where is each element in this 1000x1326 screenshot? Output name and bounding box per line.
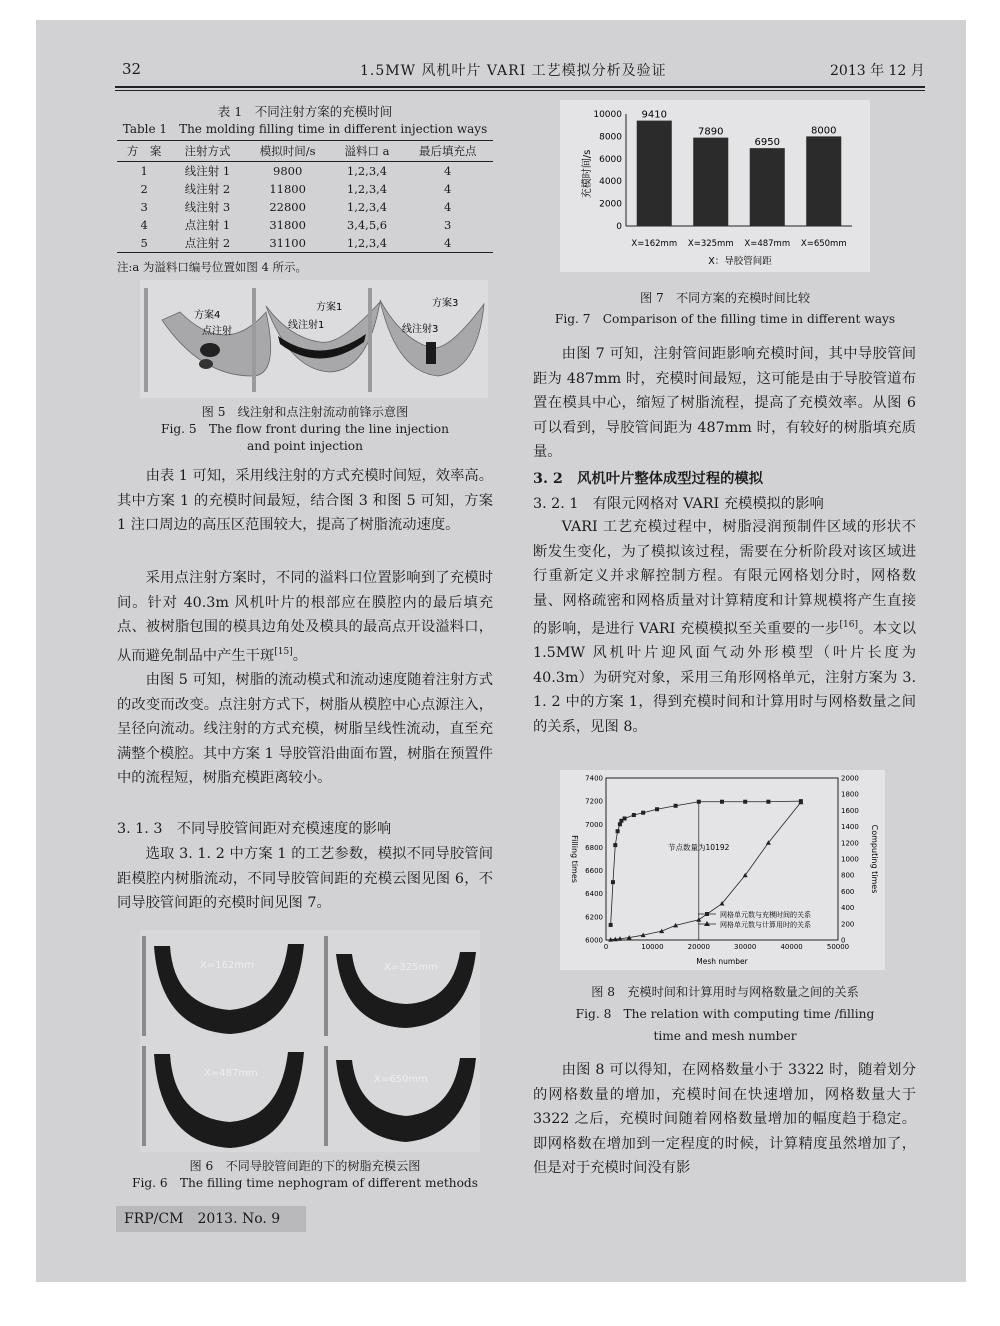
y-tick-label: 7400: [585, 774, 603, 783]
x-category-label: X=487mm: [744, 239, 791, 249]
y-tick-label: 1200: [841, 839, 859, 848]
color-scale: [144, 288, 148, 392]
y-tick-label: 1600: [841, 806, 859, 815]
y-tick-label: 400: [841, 904, 855, 913]
table-cell: 1,2,3,4: [346, 164, 388, 178]
right-paragraph-2-end: 。本文以 1.5MW 风机叶片迎风面气动外形模型（叶片长度为 40.3m）为研究对象，采用三角形网格单元，注射方案为 3. 1. 2 中的方案 1，得到充模时间和计算用时与网格数量之间的关系，见图 8。: [533, 620, 917, 735]
table1: [117, 140, 493, 253]
fig7-caption-en: Fig. 7 Comparison of the filling time in different ways: [554, 312, 896, 326]
right-y-axis-label: Computing times: [870, 824, 879, 894]
color-scale: [142, 936, 146, 1036]
data-point: [674, 804, 678, 808]
table1-col-header: 注射方式: [171, 141, 243, 162]
fig8-caption-cn: 图 8 充模时间和计算用时与网格数量之间的关系: [591, 985, 859, 999]
right-paragraph-2: [533, 515, 916, 739]
left-paragraph-4: 选取 3. 1. 2 中方案 1 的工艺参数，模拟不同导胶管间距模腔内树脂流动，不同导胶管间距的充模云图见图 6，不同导胶管间距的充模时间见图 7。: [117, 846, 493, 911]
fig5-caption-cn: 图 5 线注射和点注射流动前锋示意图: [201, 405, 409, 419]
data-point: [613, 843, 617, 847]
fig6-label: X=487mm: [204, 1068, 258, 1079]
fig5-label: 线注射3: [402, 324, 439, 335]
table-cell: 1,2,3,4: [346, 182, 388, 196]
section-3-2-1-heading: 3. 2. 1 有限元网格对 VARI 充模模拟的影响: [533, 496, 824, 512]
fig5-label: 方案4: [194, 310, 221, 321]
data-point: [720, 800, 724, 804]
table-cell: 9800: [273, 164, 303, 178]
table-cell: 3: [140, 200, 148, 214]
table-cell: 31800: [269, 218, 306, 232]
right-paragraph-3: 由图 8 可以得知，在网格数量小于 3322 时，随着划分的网格数量的增加，充模时间在快速增加，网格数量大于 3322 之后，充模时间随着网格数量增加的幅度趋于稳定。即网格数在增加到一定程度的时候，计算精度虽然增加了，但是对于充模时间没有影: [533, 1062, 916, 1176]
data-point: [618, 822, 622, 826]
fig7-bar-chart: [560, 100, 870, 272]
table-row: [117, 180, 493, 198]
color-scale: [324, 1046, 328, 1146]
y-tick-label: 1400: [841, 823, 859, 832]
data-point: [611, 880, 615, 884]
fig5-flow-front-image: [140, 280, 488, 398]
fig6-label: X=650mm: [374, 1074, 428, 1085]
bar-data-label: 6950: [754, 137, 780, 149]
legend-entry: 网格单元数与充模时间的关系: [720, 911, 811, 919]
y-tick-label: 8000: [599, 132, 622, 143]
table-cell: 3,4,5,6: [346, 218, 388, 232]
data-point: [632, 813, 636, 817]
data-point: [641, 811, 645, 815]
fig6-label: X=162mm: [200, 960, 254, 971]
section-3-2-heading: 3. 2 风机叶片整体成型过程的模拟: [533, 471, 764, 487]
right-paragraph-2-text: VARI 工艺充模过程中，树脂浸润预制件区域的形状不断发生变化，为了模拟该过程，需要在分析阶段对该区域进行重新定义并求解控制方程。有限元网格划分时，网格数量、网格疏密和网格质量对计算精度和计算规模将产生直接的影响，是进行 VARI 充模模拟至关重要的一步: [533, 519, 916, 637]
table-cell: 3: [444, 218, 452, 232]
legend-entry: 网格单元数与计算用时的关系: [720, 921, 811, 929]
table-cell: 22800: [269, 200, 306, 214]
fig6-label: X=325mm: [384, 962, 438, 973]
bar-data-label: 7890: [698, 126, 724, 138]
y-tick-label: 6400: [585, 890, 603, 899]
y-tick-label: 10000: [593, 110, 622, 120]
table-cell: 11800: [269, 182, 306, 196]
y-tick-label: 6600: [585, 867, 603, 876]
table-cell: 2: [140, 182, 148, 196]
y-tick-label: 6000: [599, 154, 622, 165]
x-tick-label: 30000: [734, 943, 757, 951]
y-tick-label: 1800: [841, 790, 859, 799]
x-category-label: X=325mm: [687, 239, 734, 249]
bar: [806, 136, 841, 226]
table-cell: 1: [140, 164, 148, 178]
table1-col-header: 溢料口 a: [332, 141, 403, 162]
fig5-caption-en-2: and point injection: [247, 439, 363, 453]
data-point: [623, 817, 627, 821]
citation-16: [16]: [839, 620, 859, 630]
left-paragraph-1: 由表 1 可知，采用线注射的方式充模时间短，效率高。其中方案 1 的充模时间最短，结合图 3 和图 5 可知，方案 1 注口周边的高压区范围较大，提高了树脂流动速度。: [117, 468, 493, 533]
data-point: [766, 800, 770, 804]
table1-title-en: Table 1 The molding filling time in different injection ways: [122, 122, 488, 136]
table1-col-header: 最后填充点: [402, 141, 493, 162]
y-tick-label: 0: [616, 222, 622, 232]
table-cell: 4: [444, 164, 452, 178]
left-y-axis-label: Filling times: [570, 835, 579, 883]
bar: [637, 121, 672, 226]
y-tick-label: 7000: [585, 820, 603, 829]
table1-col-header: 模拟时间/s: [244, 141, 332, 162]
fig8-caption-en-2: time and mesh number: [653, 1029, 797, 1043]
x-category-label: X=650mm: [800, 239, 847, 249]
table-cell: 线注射 1: [184, 164, 231, 178]
fig5-label: 方案1: [316, 302, 343, 313]
journal-footer: FRP/CM 2013. No. 9: [116, 1206, 306, 1232]
square-marker-icon: [705, 912, 709, 916]
table-row: [117, 198, 493, 216]
data-point: [697, 800, 701, 804]
bar: [750, 148, 785, 226]
table-cell: 线注射 2: [184, 182, 231, 196]
table-cell: 1,2,3,4: [332, 234, 403, 253]
table1-title-cn: 表 1 不同注射方案的充模时间: [217, 104, 393, 119]
y-tick-label: 800: [841, 871, 855, 880]
data-point: [743, 800, 747, 804]
x-axis-label: X：导胶管间距: [708, 256, 772, 267]
fig8-caption-en: Fig. 8 The relation with computing time /filling: [575, 1007, 875, 1021]
fig5-label: 点注射: [202, 326, 232, 337]
y-tick-label: 0: [841, 936, 846, 945]
fig7-caption-cn: 图 7 不同方案的充模时间比较: [639, 291, 811, 305]
left-paragraph-3: 由图 5 可知，树脂的流动模式和流动速度随着注射方式的改变而改变。点注射方式下，树脂从模腔中心点源注入，呈径向流动。线注射的方式充模，树脂呈线性流动，直至充满整个模腔。其中方案 1 导胶管沿曲面布置，树脂在预置件中的流程短，树脂充模距离较小。: [117, 672, 493, 786]
injection-point: [200, 343, 220, 357]
x-axis-label: Mesh number: [696, 957, 748, 966]
table-cell: 4: [402, 234, 493, 253]
right-paragraph-1: 由图 7 可知，注射管间距影响充模时间，其中导胶管间距为 487mm 时，充模时间最短，这可能是由于导胶管道布置在模具中心，缩短了树脂流程，提高了充模效率。从图 6 可以看到，导胶管间距为 487mm 时，有较好的树脂填充质量。: [533, 346, 916, 460]
table1-note: 注:a 为溢料口编号位置如图 4 所示。: [117, 260, 308, 274]
table1-header-row: [117, 141, 493, 162]
injection-line: [426, 342, 436, 364]
fig5-caption-en: Fig. 5 The flow front during the line injection: [161, 422, 449, 436]
color-scale: [142, 1046, 146, 1146]
y-tick-label: 4000: [599, 177, 622, 188]
y-tick-label: 6000: [585, 936, 603, 945]
y-tick-label: 2000: [599, 199, 622, 210]
x-category-label: X=162mm: [631, 239, 678, 249]
left-paragraph-2-text: 采用点注射方案时，不同的溢料口位置影响到了充模时间。针对 40.3m 风机叶片的根部应在膜腔内的最后填充点、被树脂包围的模具边角处及模具的最高点开设溢料口，从而避免制品中产生干斑: [117, 570, 493, 664]
x-tick-label: 10000: [641, 943, 664, 951]
table-row: [117, 216, 493, 234]
left-paragraph-2-end: 。: [292, 647, 308, 664]
fig5-label: 线注射1: [288, 320, 325, 331]
table-cell: 点注射 2: [171, 234, 243, 253]
left-paragraph-2: [117, 566, 493, 668]
y-axis-label: 充模时间/s: [582, 149, 593, 199]
fig6-caption-cn: 图 6 不同导胶管间距的下的树脂充模云图: [189, 1159, 421, 1173]
table-cell: 4: [444, 182, 452, 196]
bar-data-label: 9410: [641, 109, 667, 121]
table-cell: 31100: [244, 234, 332, 253]
table-cell: 点注射 1: [184, 218, 231, 232]
header-rule: [115, 86, 925, 88]
header-rule-thin: [115, 90, 925, 91]
data-point: [655, 807, 659, 811]
data-point: [609, 923, 613, 927]
y-tick-label: 200: [841, 920, 855, 929]
section-3-1-3-heading: 3. 1. 3 不同导胶管间距对充模速度的影响: [117, 821, 392, 837]
table-cell: 4: [444, 200, 452, 214]
citation-15: [15]: [274, 646, 293, 657]
table-row: [117, 162, 493, 181]
table-row: [117, 234, 493, 253]
y-tick-label: 7200: [585, 797, 603, 806]
y-tick-label: 2000: [841, 774, 859, 783]
color-scale: [324, 936, 328, 1036]
fig5-label: 方案3: [432, 298, 459, 309]
table-cell: 4: [140, 218, 148, 232]
table1-col-header: 方 案: [117, 141, 171, 162]
bar: [693, 138, 728, 226]
injection-point: [199, 359, 213, 369]
bar-data-label: 8000: [811, 125, 837, 137]
running-title: 1.5MW 风机叶片 VARI 工艺模拟分析及验证: [360, 63, 667, 79]
data-point: [616, 829, 620, 833]
y-tick-label: 600: [841, 887, 855, 896]
table-cell: 5: [117, 234, 171, 253]
fig6-caption-en: Fig. 6 The filling time nephogram of different methods: [132, 1176, 478, 1190]
issue-date: 2013 年 12 月: [830, 63, 925, 79]
y-tick-label: 1000: [841, 855, 859, 864]
color-scale: [252, 288, 256, 392]
x-tick-label: 50000: [826, 943, 850, 951]
y-tick-label: 6800: [585, 843, 603, 852]
x-tick-label: 40000: [780, 943, 803, 951]
fig6-nephogram-image: [140, 930, 480, 1152]
page-number: 32: [122, 60, 142, 78]
table-cell: 线注射 3: [184, 200, 231, 214]
chart-annotation: 节点数量为10192: [668, 843, 730, 852]
color-scale: [368, 288, 372, 392]
y-tick-label: 6200: [585, 913, 603, 922]
x-tick-label: 20000: [687, 943, 710, 951]
fig8-line-chart: [560, 770, 885, 970]
x-tick-label: 0: [603, 943, 609, 951]
table-cell: 1,2,3,4: [346, 200, 388, 214]
